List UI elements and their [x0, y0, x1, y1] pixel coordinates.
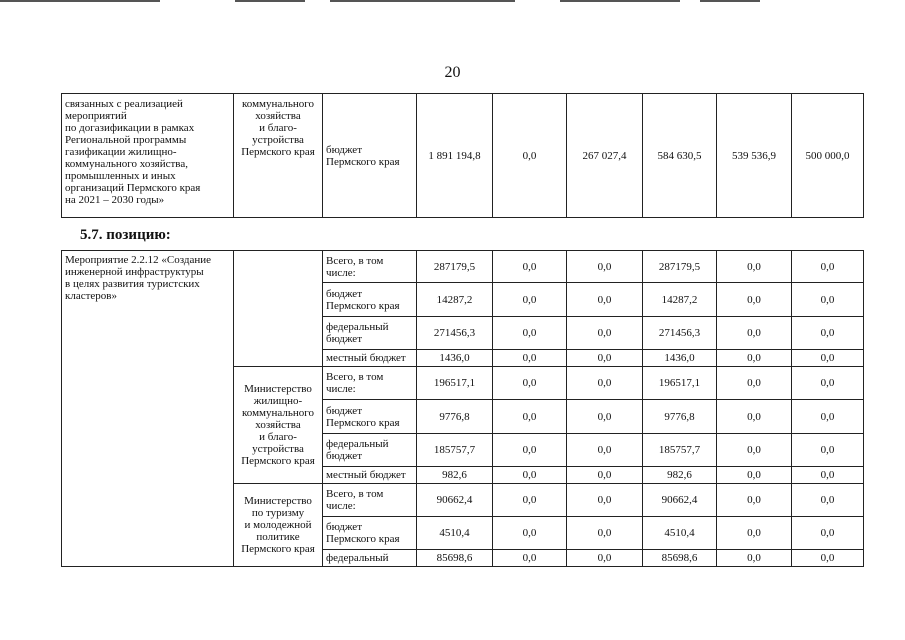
value-cell: 0,0 — [493, 94, 567, 218]
value-cell: 0,0 — [717, 467, 792, 484]
value-cell: 85698,6 — [417, 550, 493, 567]
table-row — [62, 94, 864, 218]
value-cell: 0,0 — [792, 434, 864, 467]
value-cell: 85698,6 — [643, 550, 717, 567]
funding-source-cell: бюджет Пермского края — [323, 283, 417, 317]
value-cell: 0,0 — [493, 350, 567, 367]
value-cell: 0,0 — [792, 550, 864, 567]
executor-cell — [234, 251, 323, 367]
funding-source-cell: местный бюджет — [323, 350, 417, 367]
value-cell: 267 027,4 — [567, 94, 643, 218]
value-cell: 0,0 — [493, 517, 567, 550]
value-cell: 0,0 — [792, 283, 864, 317]
funding-source-cell: бюджет Пермского края — [323, 94, 417, 218]
value-cell: 271456,3 — [417, 317, 493, 350]
funding-source-cell: федеральный — [323, 550, 417, 567]
value-cell: 0,0 — [717, 283, 792, 317]
value-cell: 0,0 — [792, 467, 864, 484]
table-row — [62, 251, 864, 283]
value-cell: 0,0 — [717, 434, 792, 467]
value-cell: 0,0 — [567, 367, 643, 400]
value-cell: 0,0 — [567, 400, 643, 434]
value-cell: 9776,8 — [643, 400, 717, 434]
value-cell: 0,0 — [493, 251, 567, 283]
value-cell: 0,0 — [493, 467, 567, 484]
value-cell: 982,6 — [417, 467, 493, 484]
value-cell: 0,0 — [567, 517, 643, 550]
funding-source-cell: бюджет Пермского края — [323, 517, 417, 550]
value-cell: 9776,8 — [417, 400, 493, 434]
value-cell: 0,0 — [567, 467, 643, 484]
value-cell: 0,0 — [792, 484, 864, 517]
value-cell: 0,0 — [567, 283, 643, 317]
value-cell: 196517,1 — [417, 367, 493, 400]
executor-cell: Министерство по туризму и молодежной политике Пермского края — [234, 484, 323, 567]
value-cell: 185757,7 — [417, 434, 493, 467]
executor-cell: Министерство жилищно- коммунального хозяйства и благо- устройства Пермского края — [234, 367, 323, 484]
funding-source-cell: бюджет Пермского края — [323, 400, 417, 434]
value-cell: 4510,4 — [417, 517, 493, 550]
value-cell: 0,0 — [717, 517, 792, 550]
value-cell: 0,0 — [717, 550, 792, 567]
value-cell: 90662,4 — [417, 484, 493, 517]
value-cell: 0,0 — [493, 317, 567, 350]
value-cell: 0,0 — [567, 550, 643, 567]
funding-source-cell: федеральный бюджет — [323, 434, 417, 467]
value-cell: 90662,4 — [643, 484, 717, 517]
page-number: 20 — [444, 64, 461, 81]
value-cell: 0,0 — [792, 367, 864, 400]
value-cell: 0,0 — [493, 367, 567, 400]
value-cell: 1436,0 — [417, 350, 493, 367]
value-cell: 1 891 194,8 — [417, 94, 493, 218]
value-cell: 0,0 — [792, 400, 864, 434]
value-cell: 0,0 — [493, 283, 567, 317]
previous-table-fragment — [61, 93, 864, 218]
value-cell: 0,0 — [567, 484, 643, 517]
value-cell: 0,0 — [493, 434, 567, 467]
value-cell: 1436,0 — [643, 350, 717, 367]
measure-description: связанных с реализацией мероприятий по догазификации в рамках Региональной программы газификации жилищно- коммунального хозяйства, промышленных и иных организаций Пермского края на 2021 – 2030 годы» — [62, 94, 234, 218]
value-cell: 0,0 — [493, 400, 567, 434]
value-cell: 185757,7 — [643, 434, 717, 467]
value-cell: 0,0 — [717, 251, 792, 283]
value-cell: 0,0 — [567, 317, 643, 350]
funding-source-cell: федеральный бюджет — [323, 317, 417, 350]
measure-description: Мероприятие 2.2.12 «Создание инженерной инфраструктуры в целях развития туристских кластеров» — [62, 251, 234, 567]
value-cell: 539 536,9 — [717, 94, 792, 218]
position-table — [61, 250, 864, 567]
section-heading: 5.7. позицию: — [80, 227, 171, 243]
value-cell: 0,0 — [717, 367, 792, 400]
value-cell: 0,0 — [717, 484, 792, 517]
value-cell: 0,0 — [792, 517, 864, 550]
value-cell: 14287,2 — [417, 283, 493, 317]
value-cell: 500 000,0 — [792, 94, 864, 218]
value-cell: 0,0 — [717, 350, 792, 367]
funding-source-cell: местный бюджет — [323, 467, 417, 484]
value-cell: 0,0 — [493, 484, 567, 517]
value-cell: 14287,2 — [643, 283, 717, 317]
value-cell: 0,0 — [717, 400, 792, 434]
value-cell: 982,6 — [643, 467, 717, 484]
value-cell: 287179,5 — [643, 251, 717, 283]
value-cell: 0,0 — [567, 350, 643, 367]
value-cell: 0,0 — [792, 317, 864, 350]
value-cell: 196517,1 — [643, 367, 717, 400]
value-cell: 287179,5 — [417, 251, 493, 283]
value-cell: 271456,3 — [643, 317, 717, 350]
executor-cell: коммунального хозяйства и благо- устройства Пермского края — [234, 94, 323, 218]
value-cell: 0,0 — [717, 317, 792, 350]
value-cell: 584 630,5 — [643, 94, 717, 218]
value-cell: 0,0 — [567, 434, 643, 467]
funding-source-cell: Всего, в том числе: — [323, 367, 417, 400]
value-cell: 4510,4 — [643, 517, 717, 550]
funding-source-cell: Всего, в том числе: — [323, 484, 417, 517]
value-cell: 0,0 — [567, 251, 643, 283]
value-cell: 0,0 — [493, 550, 567, 567]
value-cell: 0,0 — [792, 251, 864, 283]
scan-top-edge — [0, 0, 905, 3]
value-cell: 0,0 — [792, 350, 864, 367]
funding-source-cell: Всего, в том числе: — [323, 251, 417, 283]
